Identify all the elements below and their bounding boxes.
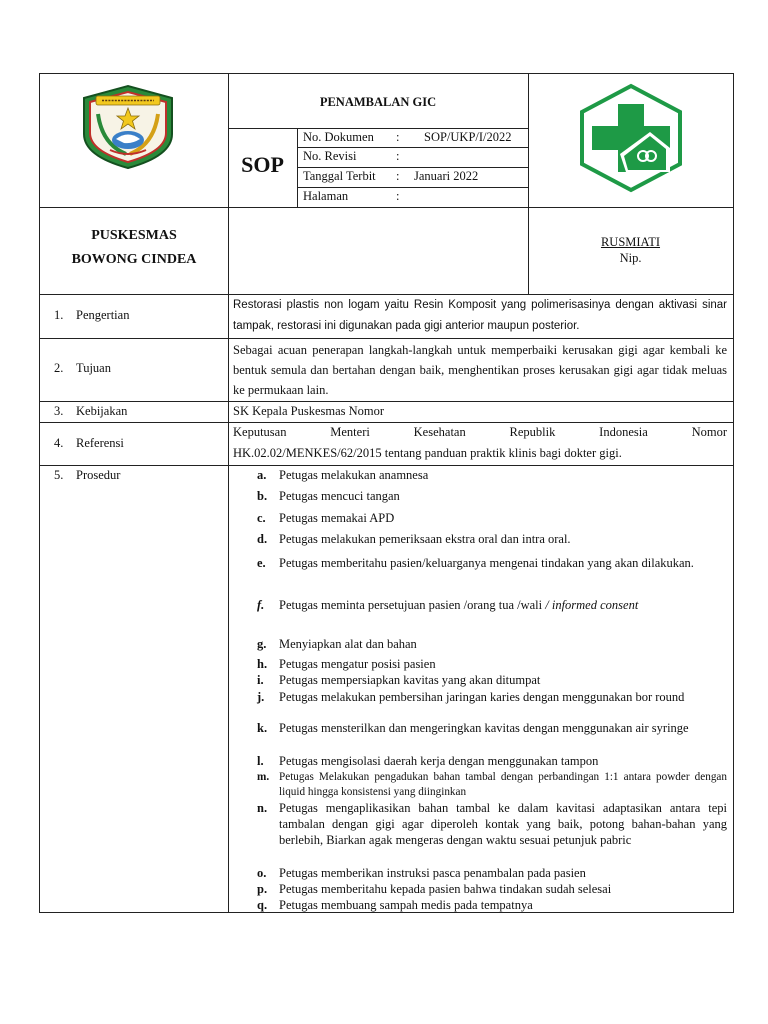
procedure-step (257, 467, 727, 483)
step-marker: a. (257, 468, 267, 482)
procedure-step (257, 865, 727, 881)
divider (40, 465, 733, 466)
step-text-italic: / informed consent (542, 598, 639, 612)
regency-emblem-icon (80, 84, 176, 170)
step-marker: j. (257, 690, 265, 704)
step-text (279, 656, 727, 672)
step-marker: b. (257, 489, 268, 503)
section-number: 3. (54, 404, 64, 418)
procedure-step (257, 720, 727, 736)
step-text (279, 467, 727, 483)
doc-number-value: SOP/UKP/I/2022 (424, 130, 512, 144)
section-label-tujuan: Tujuan (76, 361, 111, 375)
step-marker: i. (257, 673, 264, 687)
step-text-main: Petugas Melakukan pengadukan bahan tambal dengan perbandingan 1:1 antara powder dengan liquid hingga konsistensi yang diinginkan (279, 771, 727, 798)
divider (40, 207, 733, 208)
procedure-step (257, 510, 727, 526)
page-label: Halaman (303, 189, 349, 203)
step-text (279, 865, 727, 881)
org-name-line1: PUSKESMAS (91, 228, 177, 243)
step-text-main: Petugas meminta persetujuan pasien /orang tua /wali (279, 598, 543, 612)
procedure-step (257, 770, 727, 800)
step-text (279, 753, 727, 769)
step-text (279, 672, 727, 688)
step-text-main: Petugas memakai APD (279, 511, 395, 525)
procedure-step (257, 594, 727, 616)
step-marker: e. (257, 556, 266, 570)
section-label-pengertian: Pengertian (76, 308, 130, 322)
step-text-main: Petugas memberikan instruksi pasca penambalan pada pasien (279, 866, 586, 880)
kebijakan-text: SK Kepala Puskesmas Nomor (233, 404, 385, 418)
procedure-step (257, 488, 727, 504)
step-marker: f. (257, 598, 265, 612)
step-text (279, 552, 727, 574)
sop-label: SOP (241, 152, 284, 177)
step-text-main: Petugas melakukan pembersihan jaringan karies dengan menggunakan bor round (279, 690, 685, 704)
issue-date-value: Januari 2022 (414, 169, 479, 183)
issue-date-label: Tanggal Terbit (303, 169, 376, 183)
step-marker: k. (257, 721, 268, 735)
step-text-main: Petugas membuang sampah medis pada tempatnya (279, 898, 533, 912)
revision-label: No. Revisi (303, 149, 357, 163)
org-name-line2: BOWONG CINDEA (71, 252, 197, 267)
step-marker: d. (257, 532, 268, 546)
step-marker: q. (257, 898, 268, 912)
step-text (279, 720, 727, 736)
step-text (279, 488, 727, 504)
section-label-prosedur: Prosedur (76, 468, 121, 482)
signer-nip: Nip. (619, 251, 642, 265)
colon: : (396, 130, 400, 144)
procedure-step (257, 656, 727, 672)
procedure-step (257, 881, 727, 897)
divider (40, 338, 733, 339)
step-text (279, 689, 727, 705)
colon: : (396, 189, 400, 203)
document-title: PENAMBALAN GIC (319, 95, 437, 109)
step-text (279, 770, 727, 800)
procedure-step (257, 753, 727, 769)
referensi-line2: HK.02.02/MENKES/62/2015 tentang panduan praktik klinis bagi dokter gigi. (233, 446, 622, 460)
tujuan-text: Sebagai acuan penerapan langkah-langkah untuk memperbaiki kerusakan gigi agar kembali ke bentuk semula dan bertahan dengan baik, menghentikan proses kerusakan gigi agar tidak meluas ke permukaan lain. (233, 343, 727, 397)
section-number: 5. (54, 468, 64, 482)
step-text-main: Petugas mensterilkan dan mengeringkan kavitas dengan menggunakan air syringe (279, 721, 689, 735)
step-marker: p. (257, 882, 268, 896)
step-marker: l. (257, 754, 264, 768)
step-text (279, 881, 727, 897)
colon: : (396, 169, 400, 183)
step-text-main: Petugas melakukan anamnesa (279, 468, 429, 482)
section-number: 4. (54, 436, 64, 450)
step-text-main: Petugas mempersiapkan kavitas yang akan ditumpat (279, 673, 541, 687)
procedure-step (257, 531, 727, 547)
step-text (279, 510, 727, 526)
step-text-main: Menyiapkan alat dan bahan (279, 637, 417, 651)
step-marker: g. (257, 637, 267, 651)
divider (40, 422, 733, 423)
procedure-step (257, 897, 727, 913)
step-text-main: Petugas melakukan pemeriksaan ekstra oral dan intra oral. (279, 532, 571, 546)
procedure-step (257, 800, 727, 848)
puskesmas-cross-logo-icon (574, 82, 688, 194)
step-marker: n. (257, 801, 268, 815)
step-text-main: Petugas mengaplikasikan bahan tambal ke dalam kavitasi adaptasikan antara tepi tambalan dengan gigi agar diperoleh kontak yang baik, potong bahan-bahan yang berlebih, Biarkan agak mengeras dengan waktu sesuai petunjuk pabric (279, 801, 727, 847)
divider (40, 401, 733, 402)
step-text (279, 531, 727, 547)
sop-document (39, 73, 734, 913)
step-text (279, 897, 727, 913)
step-text-main: Petugas memberitahu pasien/keluarganya mengenai tindakan yang akan dilakukan. (279, 556, 694, 570)
step-marker: o. (257, 866, 267, 880)
section-label-kebijakan: Kebijakan (76, 404, 128, 418)
procedure-step (257, 552, 727, 574)
colon: : (396, 149, 400, 163)
step-marker: c. (257, 511, 266, 525)
step-text (279, 800, 727, 848)
doc-number-label: No. Dokumen (303, 130, 374, 144)
step-marker: m. (257, 771, 270, 783)
section-number: 1. (54, 308, 64, 322)
section-label-referensi: Referensi (76, 436, 124, 450)
step-text (279, 594, 727, 616)
section-number: 2. (54, 361, 64, 375)
step-text-main: Petugas mengisolasi daerah kerja dengan menggunakan tampon (279, 754, 599, 768)
step-text (279, 636, 727, 652)
referensi-line1: Keputusan Menteri Kesehatan Republik Indonesia Nomor (233, 425, 727, 439)
signer-name: RUSMIATI (600, 235, 661, 249)
step-marker: h. (257, 657, 268, 671)
step-text-main: Petugas mencuci tangan (279, 489, 400, 503)
step-text-main: Petugas memberitahu kepada pasien bahwa tindakan sudah selesai (279, 882, 612, 896)
divider (228, 294, 229, 912)
pengertian-text: Restorasi plastis non logam yaitu Resin Komposit yang polimerisasinya dengan aktivasi sinar tampak, restorasi ini digunakan pada gigi anterior maupun posterior. (233, 299, 727, 332)
procedure-step (257, 672, 727, 688)
procedure-step (257, 689, 727, 705)
step-text-main: Petugas mengatur posisi pasien (279, 657, 436, 671)
procedure-step (257, 636, 727, 652)
